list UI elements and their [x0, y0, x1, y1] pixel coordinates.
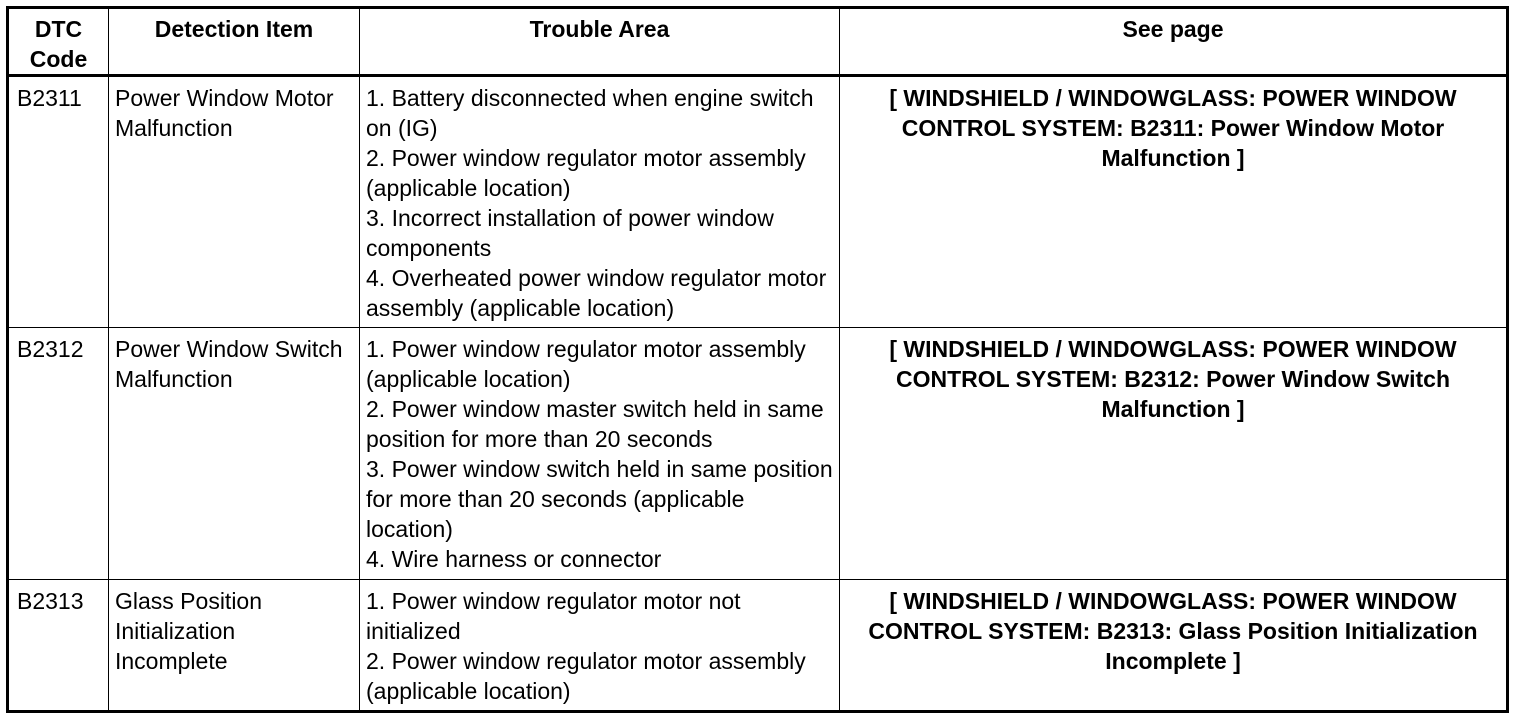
trouble-area-line: 3. Power window switch held in same position for more than 20 seconds (applicable location) — [366, 456, 833, 542]
header-see-page: See page — [840, 8, 1508, 76]
dtc-code-cell: B2311 — [8, 76, 109, 328]
trouble-area-line: 1. Battery disconnected when engine switch on (IG) — [366, 85, 814, 141]
see-page-link[interactable]: [ WINDSHIELD / WINDOWGLASS: POWER WINDOW CONTROL SYSTEM: B2313: Glass Position Initialization Incomplete ] — [840, 580, 1508, 712]
dtc-table — [6, 6, 1509, 713]
table-row — [8, 580, 1508, 712]
header-trouble-area: Trouble Area — [360, 8, 840, 76]
see-page-link[interactable]: [ WINDSHIELD / WINDOWGLASS: POWER WINDOW CONTROL SYSTEM: B2312: Power Window Switch Malfunction ] — [840, 328, 1508, 580]
trouble-area-line: 3. Incorrect installation of power window components — [366, 205, 774, 261]
detection-item-cell: Glass Position Initialization Incomplete — [109, 580, 360, 712]
detection-item-cell: Power Window Switch Malfunction — [109, 328, 360, 580]
dtc-code-cell: B2312 — [8, 328, 109, 580]
trouble-area-line: 1. Power window regulator motor not initialized — [366, 588, 741, 644]
header-dtc-code: DTC Code — [8, 8, 109, 76]
table-header — [8, 8, 1508, 76]
trouble-area-cell — [360, 76, 840, 328]
detection-item-cell: Power Window Motor Malfunction — [109, 76, 360, 328]
header-detection-item: Detection Item — [109, 8, 360, 76]
trouble-area-cell — [360, 328, 840, 580]
trouble-area-cell — [360, 580, 840, 712]
trouble-area-line: 4. Wire harness or connector — [366, 546, 662, 572]
dtc-code-cell: B2313 — [8, 580, 109, 712]
trouble-area-line: 2. Power window master switch held in same position for more than 20 seconds — [366, 396, 824, 452]
table-row — [8, 76, 1508, 328]
table-body — [8, 76, 1508, 712]
table-row — [8, 328, 1508, 580]
see-page-link[interactable]: [ WINDSHIELD / WINDOWGLASS: POWER WINDOW CONTROL SYSTEM: B2311: Power Window Motor Malfunction ] — [840, 76, 1508, 328]
trouble-area-line: 2. Power window regulator motor assembly (applicable location) — [366, 648, 806, 704]
trouble-area-line: 2. Power window regulator motor assembly (applicable location) — [366, 145, 806, 201]
trouble-area-line: 4. Overheated power window regulator motor assembly (applicable location) — [366, 265, 827, 321]
trouble-area-line: 1. Power window regulator motor assembly (applicable location) — [366, 336, 806, 392]
dtc-table-container — [6, 6, 1509, 713]
header-row — [8, 8, 1508, 76]
